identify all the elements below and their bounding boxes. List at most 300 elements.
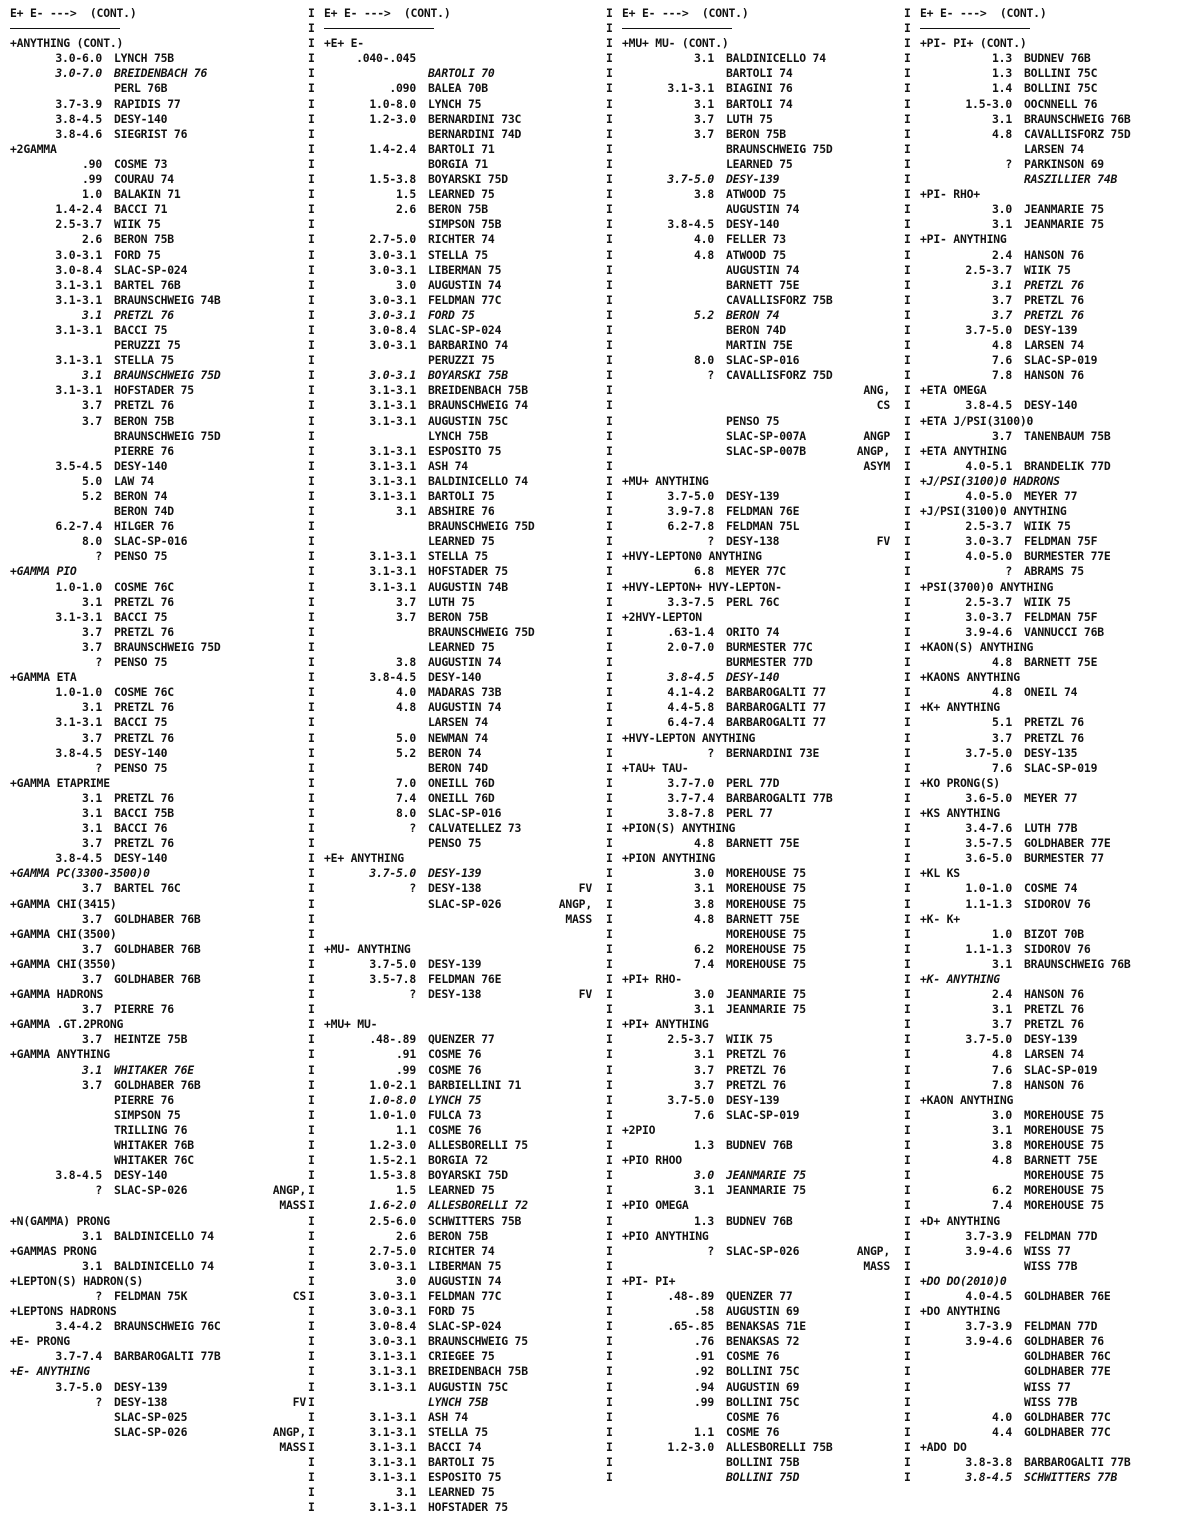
section-heading	[904, 670, 1202, 685]
reference-row	[308, 519, 608, 534]
column-divider: I	[308, 1424, 315, 1439]
reference-name: BERON 75B	[114, 413, 174, 428]
column-divider: I	[904, 232, 911, 247]
reference-name: JEANMARIE 75	[726, 1168, 806, 1183]
energy-range: 5.2	[694, 307, 714, 322]
reference-name: BERON 75B	[726, 126, 786, 141]
column-divider: I	[904, 564, 911, 579]
energy-range: 2.6	[396, 1228, 416, 1243]
section-heading	[10, 1017, 310, 1032]
reference-name: COSME 76	[428, 1122, 482, 1137]
reference-row	[606, 142, 906, 157]
energy-range: 6.4-7.4	[667, 715, 714, 730]
section-heading	[606, 1017, 906, 1032]
column-divider: I	[904, 1228, 911, 1243]
column-divider: I	[308, 1017, 315, 1032]
reference-row	[606, 1259, 906, 1274]
reference-row	[606, 942, 906, 957]
energy-range: 5.1	[992, 715, 1012, 730]
reference-row	[308, 1500, 608, 1515]
reference-row	[10, 1153, 310, 1168]
reference-name: SIDOROV 76	[1024, 941, 1091, 956]
reference-row	[606, 881, 906, 896]
column-divider: I	[904, 670, 911, 685]
reference-name: COSME 76	[428, 1047, 482, 1062]
reference-row	[10, 474, 310, 489]
reference-name: GOLDHABER 76E	[1024, 1288, 1111, 1303]
column-divider: I	[904, 1439, 911, 1454]
energy-range: 3.0-8.4	[369, 1319, 416, 1334]
column-divider: I	[308, 805, 315, 820]
energy-range: 3.0-8.4	[369, 322, 416, 337]
reference-row	[904, 685, 1202, 700]
reference-name: BRANDELIK 77D	[1024, 458, 1111, 473]
reference-name: STELLA 75	[428, 247, 488, 262]
column-divider: I	[904, 1319, 911, 1334]
column-divider: I	[308, 141, 315, 156]
energy-range: 3.1	[992, 217, 1012, 232]
energy-range: 3.8-4.5	[369, 670, 416, 685]
energy-range: 3.1-3.1	[369, 473, 416, 488]
reference-row	[904, 1410, 1202, 1425]
column-divider: I	[904, 624, 911, 639]
reference-name: AUGUSTIN 74	[428, 1273, 502, 1288]
reference-name: FELDMAN 77C	[428, 1288, 502, 1303]
energy-range: 1.1	[396, 1122, 416, 1137]
energy-range: 3.0	[694, 866, 714, 881]
column-divider: I	[904, 489, 911, 503]
column-divider: I	[904, 987, 911, 1002]
column-divider: I	[308, 655, 315, 670]
energy-range: 3.7	[82, 941, 102, 956]
reference-row	[904, 1032, 1202, 1047]
column-divider: I	[606, 549, 613, 564]
reference-row	[308, 157, 608, 172]
column-divider: I	[606, 836, 613, 851]
reaction-label: +N(GAMMA) PRONG	[10, 1213, 110, 1228]
reference-name: PERL 77D	[726, 775, 780, 790]
reference-row	[606, 202, 906, 217]
energy-range: 3.7	[82, 1032, 102, 1047]
energy-range: 3.7	[694, 126, 714, 141]
column-divider: I	[904, 1334, 911, 1349]
energy-range: 3.0-3.7	[965, 534, 1012, 549]
reference-name: DESY-140	[1024, 398, 1078, 413]
column-divider: I	[904, 1409, 911, 1424]
reference-name: SLAC-SP-026	[114, 1183, 188, 1198]
reaction-label: +2PIO	[622, 1122, 656, 1137]
energy-range: 7.8	[992, 1077, 1012, 1092]
reference-name: WHITAKER 76C	[114, 1153, 194, 1168]
reference-name: FELDMAN 77C	[428, 292, 502, 307]
reference-name: PERUZZI 75	[428, 353, 495, 368]
reference-name: DESY-140	[114, 745, 168, 760]
column-divider: I	[606, 232, 613, 247]
reference-name: MOREHOUSE 75	[726, 866, 806, 881]
column-divider: I	[308, 489, 315, 503]
column-divider: I	[606, 172, 613, 187]
reference-row	[904, 1138, 1202, 1153]
reference-name: CRIEGEE 75	[428, 1349, 495, 1364]
reference-name: LIBERMAN 75	[428, 1258, 502, 1273]
reference-name: BARTOLI 71	[428, 141, 495, 156]
energy-range: 3.0-3.1	[369, 307, 416, 322]
reference-name: DESY-140	[114, 851, 168, 866]
reference-name: FELDMAN 75L	[726, 519, 800, 534]
reference-name: LYNCH 75	[428, 1092, 482, 1107]
reference-row	[606, 700, 906, 715]
reaction-label: +KAON(S) ANYTHING	[920, 639, 1034, 654]
reference-name: SLAC-SP-019	[726, 1107, 800, 1122]
reference-name: BERON 74	[726, 307, 780, 322]
energy-range: 3.1-3.1	[55, 292, 102, 307]
reference-row	[10, 1259, 310, 1274]
column-divider: I	[904, 1364, 911, 1379]
reaction-label: +GAMMA ANYTHING	[10, 1047, 110, 1062]
energy-range: 3.7	[992, 730, 1012, 745]
column-divider: I	[904, 956, 911, 971]
column-divider: I	[904, 881, 911, 896]
reference-name: ONEIL 74	[1024, 685, 1078, 700]
energy-range: 3.7-5.0	[667, 489, 714, 503]
reference-name: SLAC-SP-024	[114, 262, 188, 277]
column-divider: I	[308, 1198, 315, 1213]
reference-row	[308, 414, 608, 429]
reference-name: BORGIA 71	[428, 156, 488, 171]
reference-row	[606, 640, 906, 655]
reaction-label: +D+ ANYTHING	[920, 1213, 1000, 1228]
reaction-label: +MU+ MU- (CONT.)	[622, 36, 729, 51]
column-divider: I	[606, 428, 613, 443]
reference-name: SLAC-SP-019	[1024, 353, 1098, 368]
column-divider: I	[904, 1213, 911, 1228]
energy-range: 3.6-5.0	[965, 790, 1012, 805]
column-divider: I	[308, 624, 315, 639]
column-divider: I	[606, 398, 613, 413]
column-divider: I	[308, 1288, 315, 1303]
reference-row	[904, 293, 1202, 308]
reference-name: BACCI 76	[114, 821, 168, 836]
section-heading	[10, 564, 310, 579]
energy-range: 3.7	[82, 639, 102, 654]
reference-name: HOFSTADER 75	[428, 564, 508, 579]
reference-name: BOLLINI 75C	[1024, 66, 1098, 81]
column-divider: I	[308, 639, 315, 654]
measurement-tag: MASS	[279, 1439, 306, 1454]
energy-range: 3.0-3.1	[369, 1304, 416, 1319]
reference-name: MOREHOUSE 75	[1024, 1168, 1104, 1183]
energy-range: 3.7	[694, 1062, 714, 1077]
reference-row	[606, 519, 906, 534]
column-divider: I	[308, 202, 315, 217]
column-divider: I	[606, 700, 613, 715]
energy-range: 1.0-1.0	[55, 685, 102, 700]
reference-name: BERON 75B	[114, 232, 174, 247]
column-divider: I	[606, 1439, 613, 1454]
reference-row	[606, 444, 906, 459]
reference-row	[308, 112, 608, 127]
energy-range: 3.1	[82, 368, 102, 383]
reference-row	[606, 1078, 906, 1093]
reference-row	[904, 489, 1202, 504]
column-divider: I	[308, 1304, 315, 1319]
reference-name: BERNARDINI 73E	[726, 745, 820, 760]
energy-range: 1.5-3.8	[369, 172, 416, 187]
energy-range: 6.2-7.8	[667, 519, 714, 534]
energy-range: 7.6	[992, 760, 1012, 775]
reference-name: BRAUNSCHWEIG 75	[428, 1334, 528, 1349]
column-divider: I	[606, 987, 613, 1002]
reference-row	[10, 414, 310, 429]
energy-range: 2.5-3.7	[965, 262, 1012, 277]
energy-range: 3.1	[694, 1002, 714, 1017]
reference-name: GOLDHABER 77E	[1024, 836, 1111, 851]
reference-name: BACCI 74	[428, 1439, 482, 1454]
column-divider: I	[904, 322, 911, 337]
reference-row	[606, 776, 906, 791]
reference-row	[10, 1183, 310, 1198]
reference-row	[308, 1289, 608, 1304]
energy-range: 3.4-7.6	[965, 821, 1012, 836]
energy-range: 7.4	[694, 956, 714, 971]
column-divider: I	[308, 715, 315, 730]
energy-range: 3.7-7.4	[667, 790, 714, 805]
reaction-label: +ETA J/PSI(3100)0	[920, 413, 1034, 428]
energy-range: 5.0	[82, 473, 102, 488]
column-divider: I	[904, 217, 911, 232]
reference-name: LUTH 75	[428, 594, 475, 609]
reference-row	[606, 308, 906, 323]
reference-name: PRETZL 76	[1024, 1002, 1084, 1017]
energy-range: ?	[95, 1288, 102, 1303]
energy-range: 1.0	[992, 926, 1012, 941]
reaction-label: +GAMMA HADRONS	[10, 987, 104, 1002]
reference-name: PRETZL 76	[114, 398, 174, 413]
column-divider: I	[308, 609, 315, 624]
reference-name: BERNARDINI 73C	[428, 111, 522, 126]
reference-name: CAVALLISFORZ 75B	[726, 292, 833, 307]
column-divider: I	[308, 232, 315, 247]
reference-name: BACCI 75	[114, 322, 168, 337]
energy-range: 3.8-4.5	[965, 1470, 1012, 1485]
energy-range: 3.1-3.1	[55, 322, 102, 337]
reference-row	[904, 881, 1202, 896]
reference-row	[606, 1455, 906, 1470]
reaction-label: +K+ ANYTHING	[920, 700, 1000, 715]
energy-range: 3.8	[992, 1138, 1012, 1153]
reference-row	[606, 323, 906, 338]
reference-row	[606, 504, 906, 519]
column-divider: I	[904, 96, 911, 111]
reference-name: ALLESBORELLI 75B	[726, 1439, 833, 1454]
reference-row	[10, 1229, 310, 1244]
reference-row	[904, 323, 1202, 338]
column-divider: I	[904, 247, 911, 262]
column-divider: I	[308, 504, 315, 519]
reaction-label: +GAMMA CHI(3550)	[10, 956, 117, 971]
column-divider: I	[904, 21, 911, 36]
reference-row	[904, 142, 1202, 157]
reference-row	[10, 700, 310, 715]
energy-range: 3.8-4.5	[667, 670, 714, 685]
energy-range: 3.1-3.1	[369, 383, 416, 398]
column-divider: I	[606, 579, 613, 594]
column-divider: I	[904, 534, 911, 549]
reference-name: DESY-138	[114, 1394, 168, 1409]
reaction-label: +PIO ANYTHING	[622, 1228, 709, 1243]
reference-row	[606, 81, 906, 96]
reference-name: WIIK 75	[1024, 594, 1071, 609]
column-divider: I	[308, 1349, 315, 1364]
column-divider: I	[904, 1183, 911, 1198]
column-divider: I	[904, 639, 911, 654]
reference-name: GOLDHABER 77E	[1024, 1364, 1111, 1379]
reference-row	[308, 670, 608, 685]
reference-name: HEINTZE 75B	[114, 1032, 188, 1047]
reference-row	[10, 625, 310, 640]
energy-range: ?	[707, 534, 714, 549]
reference-row	[10, 610, 310, 625]
section-heading	[10, 1304, 310, 1319]
reference-row	[904, 1047, 1202, 1062]
measurement-tag: MASS	[565, 911, 592, 926]
energy-range: 3.0-3.1	[369, 262, 416, 277]
reference-row	[10, 1425, 310, 1440]
reference-row	[606, 806, 906, 821]
column-divider: I	[308, 685, 315, 700]
column-divider: I	[606, 1319, 613, 1334]
energy-range: 3.0-3.1	[369, 247, 416, 262]
reference-row	[606, 1183, 906, 1198]
reference-name: QUENZER 77	[428, 1032, 495, 1047]
column-divider: I	[308, 1077, 315, 1092]
column-divider: I	[904, 443, 911, 458]
reaction-label: +K- ANYTHING	[920, 972, 1000, 986]
column-divider: I	[904, 836, 911, 851]
energy-range: ?	[1005, 156, 1012, 171]
column-divider: I	[904, 81, 911, 96]
section-heading	[10, 897, 310, 912]
reference-name: BACCI 75B	[114, 805, 174, 820]
reaction-label: +PI- PI+	[622, 1273, 676, 1288]
energy-range: 4.0	[396, 685, 416, 700]
reference-name: BRAUNSCHWEIG 76B	[1024, 111, 1131, 126]
column-divider: I	[606, 1092, 613, 1107]
reference-row	[606, 1214, 906, 1229]
column-divider: I	[904, 715, 911, 730]
column-divider: I	[606, 1304, 613, 1319]
energy-range: 2.5-6.0	[369, 1213, 416, 1228]
column-divider: I	[606, 51, 613, 66]
reference-name: DESY-139	[726, 172, 780, 187]
energy-range: ?	[707, 1243, 714, 1258]
reference-name: MADARAS 73B	[428, 685, 502, 700]
column-divider: I	[606, 202, 613, 217]
reference-row	[904, 429, 1202, 444]
column-divider: I	[606, 1062, 613, 1077]
column-divider: I	[308, 81, 315, 96]
reference-row	[606, 459, 906, 474]
column-divider: I	[308, 322, 315, 337]
reference-row	[904, 821, 1202, 836]
column-divider: I	[308, 51, 315, 66]
reference-row	[308, 1274, 608, 1289]
reference-row	[308, 791, 608, 806]
reference-name: STELLA 75	[428, 1424, 488, 1439]
column-header	[308, 6, 608, 21]
energy-range: 2.4	[992, 247, 1012, 262]
reaction-label: +ETA ANYTHING	[920, 443, 1007, 458]
energy-range: 3.7	[992, 1017, 1012, 1032]
reference-name: PENSO 75	[726, 413, 780, 428]
column-divider: I	[606, 956, 613, 971]
column-divider: I	[904, 66, 911, 81]
reference-row	[308, 640, 608, 655]
energy-range: 3.1	[992, 1002, 1012, 1017]
reference-row	[308, 127, 608, 142]
energy-range: 3.1	[82, 1258, 102, 1273]
reference-name: TRILLING 76	[114, 1122, 188, 1137]
reference-row	[10, 1395, 310, 1410]
energy-range: 2.5-3.7	[965, 594, 1012, 609]
reference-row	[904, 851, 1202, 866]
section-heading	[10, 776, 310, 791]
reference-row	[308, 595, 608, 610]
column-divider: I	[308, 428, 315, 443]
reference-name: BARTEL 76C	[114, 881, 181, 896]
column-divider: I	[308, 972, 315, 986]
reference-row	[606, 1380, 906, 1395]
reference-name: PENSO 75	[114, 549, 168, 564]
reaction-label: +MU- ANYTHING	[324, 941, 411, 956]
column-divider: I	[904, 926, 911, 941]
reference-name: LARSEN 74	[1024, 141, 1084, 156]
reference-row	[904, 1259, 1202, 1274]
energy-range: 6.2	[992, 1183, 1012, 1198]
reaction-label: +GAMMA ETA	[10, 670, 77, 685]
reference-name: AUGUSTIN 69	[726, 1379, 800, 1394]
reference-name: BUDNEV 76B	[1024, 51, 1091, 66]
energy-range: 5.0	[396, 730, 416, 745]
energy-range: .90	[82, 156, 102, 171]
column-divider: I	[904, 1017, 911, 1032]
section-heading	[904, 580, 1202, 595]
reference-row	[10, 1198, 310, 1213]
reference-name: FELDMAN 75F	[1024, 609, 1098, 624]
reference-row	[10, 323, 310, 338]
reference-name: MEYER 77C	[726, 564, 786, 579]
reference-row	[308, 1244, 608, 1259]
column-divider: I	[904, 1273, 911, 1288]
reference-row	[606, 1349, 906, 1364]
column-divider: I	[606, 624, 613, 639]
energy-range: ?	[95, 760, 102, 775]
energy-range: 3.1	[694, 51, 714, 66]
column-divider: I	[904, 141, 911, 156]
reference-name: GOLDHABER 77C	[1024, 1409, 1111, 1424]
reference-row	[606, 625, 906, 640]
reference-row	[308, 474, 608, 489]
energy-range: 3.1-3.1	[369, 564, 416, 579]
column-divider: I	[606, 36, 613, 51]
reference-row	[904, 625, 1202, 640]
reference-name: PRETZL 76	[726, 1077, 786, 1092]
reference-row	[606, 1244, 906, 1259]
energy-range: 6.8	[694, 564, 714, 579]
column-divider: I	[606, 519, 613, 534]
reference-name: LEARNED 75	[428, 1183, 495, 1198]
column-divider: I	[606, 322, 613, 337]
